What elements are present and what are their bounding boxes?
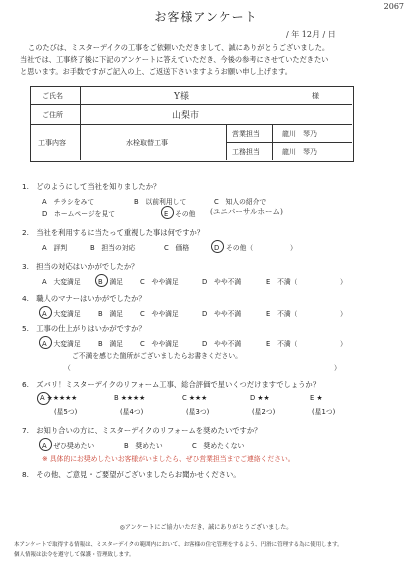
q4-option-e-close: ） [340,310,347,318]
q6-a-note: (星5つ) [54,408,78,416]
q5-option-a[interactable]: A 大変満足 [42,340,81,348]
q6-e-note: (星1つ) [312,408,336,416]
q2-option-d[interactable]: D その他（ [214,244,254,252]
q3-option-c[interactable]: C やや満足 [140,278,179,286]
q4-option-a[interactable]: A 大変満足 [42,310,81,318]
thanks-message: ◎アンケートにご協力いただき、誠にありがとうございました。 [119,524,293,531]
q4-option-e[interactable]: E 不満（ [266,310,298,318]
divider [30,124,352,125]
q3-option-e-close: ） [340,278,347,286]
q2-option-c[interactable]: C 価格 [164,244,190,252]
q1-option-b[interactable]: B 以前利用して [134,198,187,206]
q1-question: 1. どのようにして当社を知りましたか？ [22,182,161,191]
q6-b-note: (星4つ) [120,408,144,416]
q6-option-a[interactable]: A ★★★★★ [40,394,78,402]
q1-option-e[interactable]: E その他 [164,210,196,218]
q3-option-d[interactable]: D やや不満 [202,278,242,286]
q1-other-answer: (ユニバーサルホーム) [210,207,283,216]
q4-option-b[interactable]: B 満足 [98,310,124,318]
privacy-line-1: 本アンケートで取得する情報は、ミスターデイクの範囲内において、お客様の住宅管理をするよう、円滑に管理する為に使用します。 [14,542,343,548]
q5-option-d[interactable]: D やや不満 [202,340,242,348]
q2-option-b[interactable]: B 担当の対応 [90,244,136,252]
page-title: お客様アンケート [154,10,258,24]
q2-question: 2. 当社を利用するに当たって重視した事は何ですか？ [22,228,205,237]
q7-option-b[interactable]: B 奨めたい [124,442,163,450]
q3-selected-circle [95,274,108,287]
q6-selected-circle [37,392,50,405]
q7-option-c[interactable]: C 奨めたくない [192,442,245,450]
construction-label: 工務担当 [232,148,260,156]
q3-option-b[interactable]: B 満足 [98,278,124,286]
q7-selected-circle [39,438,52,451]
q1-option-c[interactable]: C 知人の紹介で [214,198,267,206]
q5-option-e[interactable]: E 不満（ [266,340,298,348]
q2-option-a[interactable]: A 評判 [42,244,68,252]
q5-question: 5. 工事の仕上がりはいかがですか？ [22,324,146,333]
q1-selected-circle [161,206,174,219]
q4-option-c[interactable]: C やや満足 [140,310,179,318]
q5-note: ご不満を感じた箇所がございましたらお書きください。 [72,352,242,360]
q1-option-d[interactable]: D ホームページを見て [42,210,116,218]
intro-line-1: このたびは、ミスターデイクの工事をご依頼いただきまして、誠にありがとうございました。 [28,43,330,52]
q5-option-e-close: ） [340,340,347,348]
q3-question: 3. 担当の対応はいかがでしたか？ [22,262,139,271]
divider [226,142,352,143]
sales-value: 龍川 琴乃 [282,130,317,138]
q2-option-d-close: ） [290,244,297,252]
q3-option-a[interactable]: A 大変満足 [42,278,81,286]
name-suffix: 様 [312,92,319,100]
privacy-line-2: 個人情報は法令を遵守して保護・管理致します。 [14,552,135,558]
q8-question: 8. その他、ご意見・ご要望がございましたらお聞かせください。 [22,470,241,479]
q7-option-a[interactable]: A ぜひ奨めたい [42,442,95,450]
name-label: ご氏名 [42,92,63,100]
work-value: 水栓取替工事 [126,139,168,147]
q2-selected-circle [211,240,224,253]
name-value: Y様 [174,92,189,102]
q5-option-b[interactable]: B 満足 [98,340,124,348]
work-label: 工事内容 [38,139,66,147]
q7-note: ※ 具体的にお奨めしたいお客様がいましたら、ぜひ営業担当までご連絡ください。 [42,455,295,463]
q6-question: 6. ズバリ！ミスターデイクのリフォーム工事、総合評価で星いくつだけますでしょうか？ [22,380,321,389]
q4-option-d[interactable]: D やや不満 [202,310,242,318]
q6-option-d[interactable]: D ★★ [250,394,270,402]
q5-comment-open: （ [64,364,71,372]
q7-question: 7. お知り合いの方に、ミスターデイクのリフォームを奨めたいですか？ [22,426,262,435]
q6-option-b[interactable]: B ★★★★ [114,394,146,402]
construction-value: 龍川 琴乃 [282,148,317,156]
sales-label: 営業担当 [232,130,260,138]
address-label: ご住所 [42,111,63,119]
page-number: 2067 [383,2,404,11]
date-line: / 年 12月 / 日 [286,30,336,39]
address-value: 山梨市 [172,111,200,121]
q1-option-a[interactable]: A チラシをみて [42,198,95,206]
q6-d-note: (星2つ) [252,408,276,416]
q5-selected-circle [39,336,52,349]
q3-option-e[interactable]: E 不満（ [266,278,298,286]
intro-line-2: 当社では、工事終了後に下記のアンケートに答えていただき、今後の参考にさせていただきたい [20,55,329,64]
q6-c-note: (星3つ) [186,408,210,416]
divider [30,104,352,105]
intro-line-3: と思います。お手数ですがご記入の上、ご返送下さいますようお願い申し上げます。 [20,67,292,76]
q6-option-c[interactable]: C ★★★ [182,394,208,402]
divider [80,86,81,160]
q4-question: 4. 職人のマナーはいかがでしたか？ [22,294,146,303]
q6-option-e[interactable]: E ★ [310,394,323,402]
q5-comment-close: ） [334,364,341,372]
q5-option-c[interactable]: C やや満足 [140,340,179,348]
q4-selected-circle [39,306,52,319]
